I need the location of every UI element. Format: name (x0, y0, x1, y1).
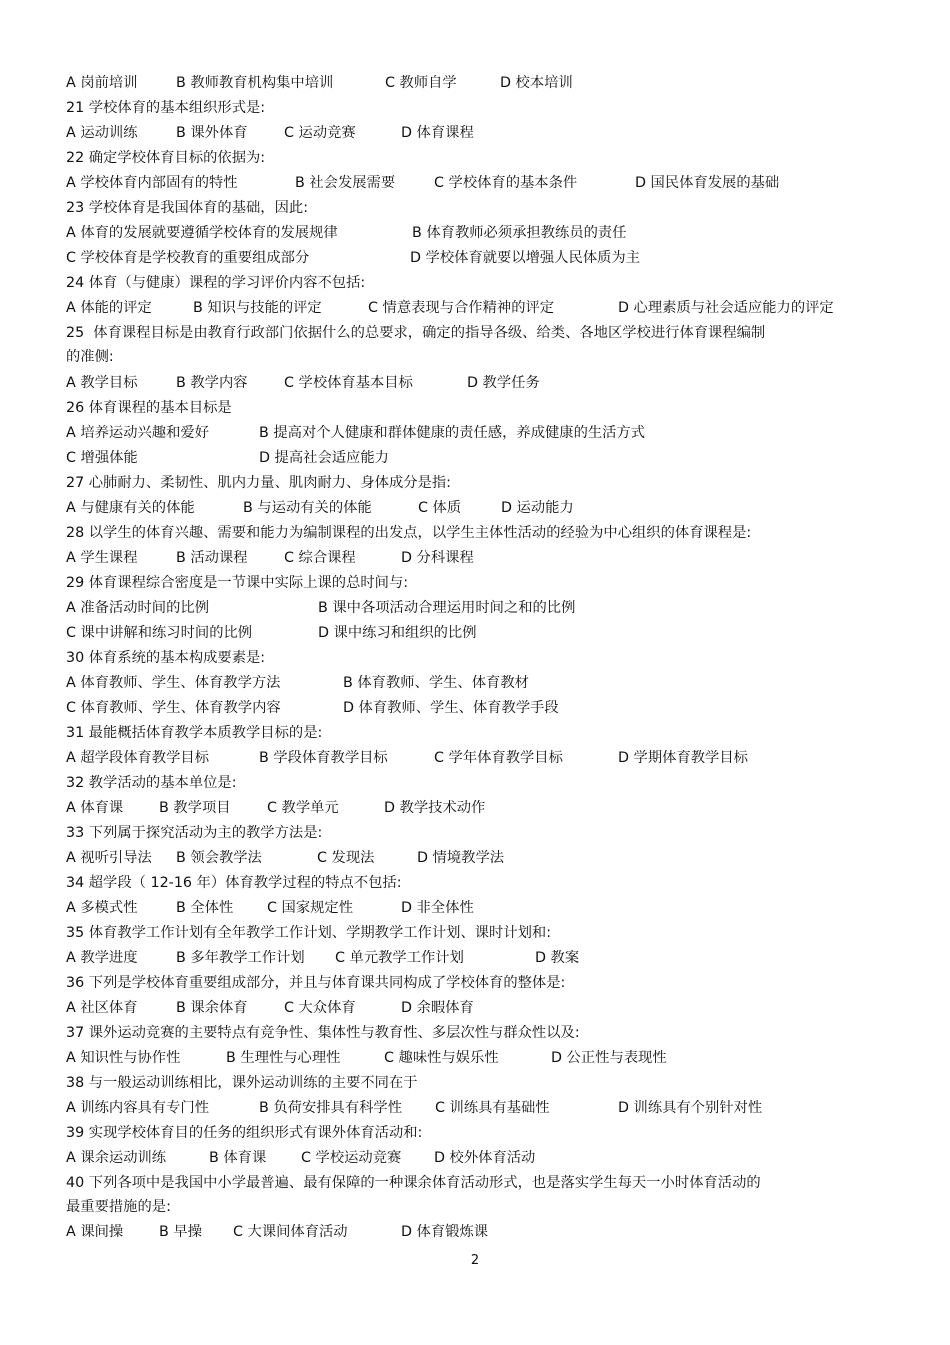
option-b: B 领会教学法 (176, 850, 262, 866)
option-b: B 教学项目 (159, 800, 231, 816)
option-b: B 活动课程 (176, 550, 248, 566)
option-a: A 学校体育内部固有的特性 (66, 175, 238, 191)
option-b: B 早操 (159, 1224, 202, 1240)
option-d: D 体育锻炼课 (401, 1224, 489, 1240)
option-d: D 公正性与表现性 (551, 1050, 667, 1066)
option-b: D 学校体育就要以增强人民体质为主 (410, 250, 641, 266)
option-c: C 趣味性与娱乐性 (384, 1050, 499, 1066)
option-a: C 课中讲解和练习时间的比例 (66, 625, 253, 641)
option-a: A 教学进度 (66, 950, 138, 966)
option-d: D 校本培训 (500, 75, 573, 91)
option-d: D 心理素质与社会适应能力的评定 (618, 300, 834, 316)
question-line: 的准侧: (66, 349, 114, 365)
option-a: A 运动训练 (66, 125, 138, 141)
option-a: A 体育的发展就要遵循学校体育的发展规律 (66, 225, 338, 241)
option-a: A 体能的评定 (66, 300, 152, 316)
question-line: 24 体育（与健康）课程的学习评价内容不包括: (66, 275, 366, 291)
option-a: A 知识性与协作性 (66, 1050, 181, 1066)
option-a: A 社区体育 (66, 1000, 138, 1016)
option-b: B 全体性 (176, 900, 234, 916)
option-c: C 学校体育基本目标 (284, 375, 413, 391)
question-line: 21 学校体育的基本组织形式是: (66, 100, 266, 116)
option-d: D 教学技术动作 (384, 800, 486, 816)
option-a: A 课余运动训练 (66, 1150, 167, 1166)
option-b: B 体育教师必须承担教练员的责任 (412, 225, 627, 241)
question-line: 37 课外运动竞赛的主要特点有竞争性、集体性与教育性、多层次性与群众性以及: (66, 1025, 580, 1041)
option-c: C 学校体育的基本条件 (434, 175, 578, 191)
option-b: B 负荷安排具有科学性 (259, 1100, 403, 1116)
option-d: D 运动能力 (501, 500, 574, 516)
question-line: 40 下列各项中是我国中小学最普遍、最有保障的一种课余体育活动形式，也是落实学生每天一小时体育活动的 (66, 1175, 761, 1191)
question-line: 34 超学段（ 12-16 年）体育教学过程的特点不包括: (66, 875, 402, 891)
option-b: B 生理性与心理性 (226, 1050, 341, 1066)
option-a: C 体育教师、学生、体育教学内容 (66, 700, 281, 716)
option-a: C 增强体能 (66, 450, 138, 466)
question-line: 25 体育课程目标是由教育行政部门依据什么的总要求，确定的指导各级、给类、各地区学校进行体育课程编制 (66, 325, 766, 341)
option-a: A 课间操 (66, 1224, 124, 1240)
option-d: D 非全体性 (401, 900, 474, 916)
option-c: C 教师自学 (385, 75, 457, 91)
option-b: B 体育教师、学生、体育教材 (343, 675, 529, 691)
option-c: C 学校运动竞赛 (301, 1150, 402, 1166)
option-b: B 课外体育 (176, 125, 248, 141)
option-c: C 国家规定性 (267, 900, 354, 916)
option-b: D 提高社会适应能力 (259, 450, 389, 466)
option-d: D 分科课程 (401, 550, 474, 566)
option-a: A 训练内容具有专门性 (66, 1100, 209, 1116)
option-c: C 发现法 (317, 850, 375, 866)
question-line: 31 最能概括体育教学本质教学目标的是: (66, 725, 323, 741)
option-b: D 体育教师、学生、体育教学手段 (343, 700, 559, 716)
question-line: 30 体育系统的基本构成要素是: (66, 650, 266, 666)
question-line: 35 体育教学工作计划有全年教学工作计划、学期教学工作计划、课时计划和: (66, 925, 552, 941)
page-number: 2 (470, 1253, 480, 1268)
option-b: B 与运动有关的体能 (243, 500, 372, 516)
option-b: B 课中各项活动合理运用时间之和的比例 (318, 600, 576, 616)
option-c: C 单元教学工作计划 (335, 950, 464, 966)
question-line: 39 实现学校体育目的任务的组织形式有课外体育活动和: (66, 1125, 423, 1141)
option-c: C 训练具有基础性 (435, 1100, 550, 1116)
option-a: A 培养运动兴趣和爱好 (66, 425, 209, 441)
option-c: C 综合课程 (284, 550, 356, 566)
option-d: D 校外体育活动 (434, 1150, 536, 1166)
option-c: C 运动竞赛 (284, 125, 356, 141)
option-c: C 大课间体育活动 (233, 1224, 348, 1240)
question-line: 36 下列是学校体育重要组成部分，并且与体育课共同构成了学校体育的整体是: (66, 975, 566, 991)
option-d: D 国民体育发展的基础 (635, 175, 780, 191)
question-line: 22 确定学校体育目标的依据为: (66, 150, 266, 166)
option-c: C 学年体育教学目标 (434, 750, 563, 766)
question-line: 26 体育课程的基本目标是 (66, 400, 232, 416)
option-a: A 体育课 (66, 800, 124, 816)
option-b: B 社会发展需要 (295, 175, 396, 191)
option-b: D 课中练习和组织的比例 (318, 625, 477, 641)
option-d: D 训练具有个别针对性 (618, 1100, 763, 1116)
question-line: 23 学校体育是我国体育的基础，因此: (66, 200, 309, 216)
option-b: B 多年教学工作计划 (176, 950, 305, 966)
question-line: 28 以学生的体育兴趣、需要和能力为编制课程的出发点，以学生主体性活动的经验为中心组织的体育课程是: (66, 525, 752, 541)
question-line: 29 体育课程综合密度是一节课中实际上课的总时间与: (66, 575, 409, 591)
option-d: D 教案 (535, 950, 580, 966)
option-c: C 体质 (418, 500, 462, 516)
question-line: 32 教学活动的基本单位是: (66, 775, 237, 791)
option-c: C 教学单元 (267, 800, 339, 816)
question-line: 33 下列属于探究活动为主的教学方法是: (66, 825, 323, 841)
option-b: B 提高对个人健康和群体健康的责任感，养成健康的生活方式 (259, 425, 646, 441)
option-a: A 教学目标 (66, 375, 138, 391)
option-d: D 教学任务 (467, 375, 540, 391)
option-b: B 学段体育教学目标 (259, 750, 388, 766)
option-a: A 视听引导法 (66, 850, 152, 866)
option-a: A 超学段体育教学目标 (66, 750, 209, 766)
question-line: 27 心肺耐力、柔韧性、肌内力量、肌肉耐力、身体成分是指: (66, 475, 451, 491)
option-d: D 学期体育教学目标 (618, 750, 748, 766)
option-b: B 教师教育机构集中培训 (176, 75, 334, 91)
question-line: 38 与一般运动训练相比，课外运动训练的主要不同在于 (66, 1075, 418, 1091)
option-d: D 体育课程 (401, 125, 474, 141)
option-b: B 课余体育 (176, 1000, 248, 1016)
option-a: C 学校体育是学校教育的重要组成部分 (66, 250, 310, 266)
question-line: 最重要措施的是: (66, 1199, 171, 1215)
option-b: B 体育课 (209, 1150, 267, 1166)
option-a: A 多模式性 (66, 900, 138, 916)
option-b: B 知识与技能的评定 (193, 300, 322, 316)
option-b: B 教学内容 (176, 375, 248, 391)
option-c: C 情意表现与合作精神的评定 (368, 300, 555, 316)
option-a: A 岗前培训 (66, 75, 138, 91)
option-a: A 准备活动时间的比例 (66, 600, 209, 616)
option-d: D 余暇体育 (401, 1000, 474, 1016)
option-a: A 体育教师、学生、体育教学方法 (66, 675, 281, 691)
option-c: C 大众体育 (284, 1000, 356, 1016)
option-d: D 情境教学法 (417, 850, 505, 866)
option-a: A 学生课程 (66, 550, 138, 566)
option-a: A 与健康有关的体能 (66, 500, 195, 516)
